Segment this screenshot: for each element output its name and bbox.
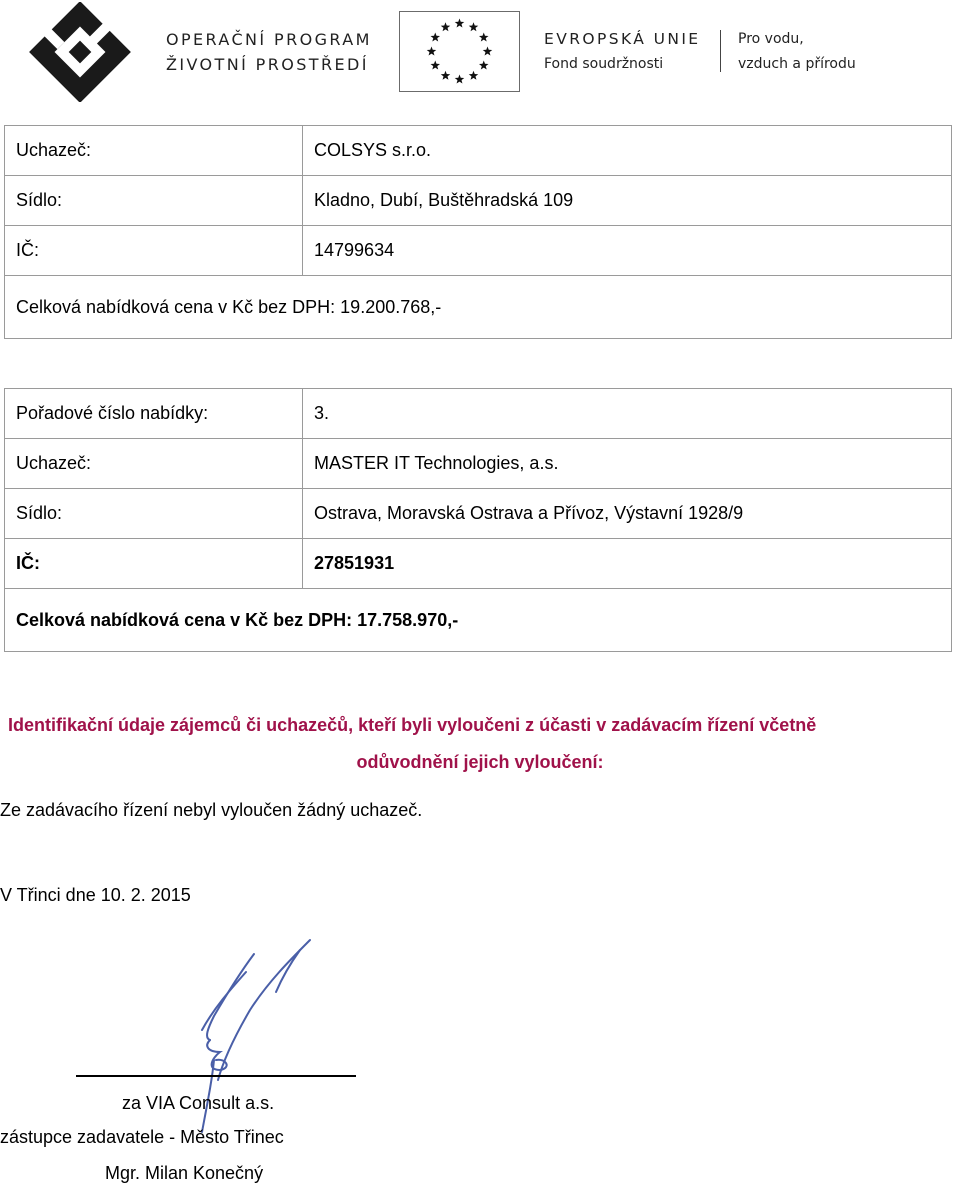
eu-star-icon [469,71,479,80]
price-text: Celková nabídková cena v Kč bez DPH: 19.200.768,- [5,276,952,339]
eu-star-icon [455,75,465,84]
eu-star-icon [483,47,493,56]
program-name-line1: OPERAČNÍ PROGRAM [166,30,372,49]
eu-star-icon [479,33,489,42]
header-divider [720,30,721,72]
slogan-line2: vzduch a přírodu [738,56,856,72]
program-name-line2: ŽIVOTNÍ PROSTŘEDÍ [166,55,369,74]
id-label: IČ: [5,539,303,589]
eu-star-icon [469,22,479,31]
eu-flag [399,11,520,92]
seat-value: Kladno, Dubí, Buštěhradská 109 [303,176,952,226]
fund-name: Fond soudržnosti [544,56,664,72]
applicant-label: Uchazeč: [5,439,303,489]
exclusion-heading-line2: odůvodnění jejich vyloučení: [356,752,604,772]
price-text: Celková nabídková cena v Kč bez DPH: 17.758.970,- [5,589,952,652]
seat-value: Ostrava, Moravská Ostrava a Přívoz, Výstavní 1928/9 [303,489,952,539]
eu-star-icon [479,61,489,70]
eu-star-icon [441,71,451,80]
id-label: IČ: [5,226,303,276]
eu-star-icon [441,22,451,31]
signature-line [76,1075,356,1077]
offer-table-colsys [4,125,952,339]
eu-flag-icon [400,12,519,91]
eu-star-icon [455,19,465,28]
eu-star-icon [427,47,437,56]
applicant-value: MASTER IT Technologies, a.s. [303,439,952,489]
signatory-role: zástupce zadavatele - Město Třinec [0,1127,284,1147]
opzp-logo-icon [16,2,144,102]
seat-label: Sídlo: [5,176,303,226]
applicant-value: COLSYS s.r.o. [303,126,952,176]
id-value: 14799634 [303,226,952,276]
exclusion-text: Ze zadávacího řízení nebyl vyloučen žádný uchazeč. [0,800,423,820]
order-label: Pořadové číslo nabídky: [5,389,303,439]
eu-name: EVROPSKÁ UNIE [544,30,701,48]
offer-table-master-it [4,388,952,652]
id-value: 27851931 [303,539,952,589]
slogan-line1: Pro vodu, [738,31,804,47]
place-date: V Třinci dne 10. 2. 2015 [0,885,191,905]
eu-star-icon [431,61,441,70]
exclusion-heading-line1: Identifikační údaje zájemců či uchazečů, kteří byli vyloučeni z účasti v zadávacím řízení včetně [8,715,817,735]
order-value: 3. [303,389,952,439]
signatory-name: Mgr. Milan Konečný [105,1163,264,1183]
seat-label: Sídlo: [5,489,303,539]
signatory-company: za VIA Consult a.s. [122,1093,275,1113]
eu-star-icon [431,33,441,42]
applicant-label: Uchazeč: [5,126,303,176]
